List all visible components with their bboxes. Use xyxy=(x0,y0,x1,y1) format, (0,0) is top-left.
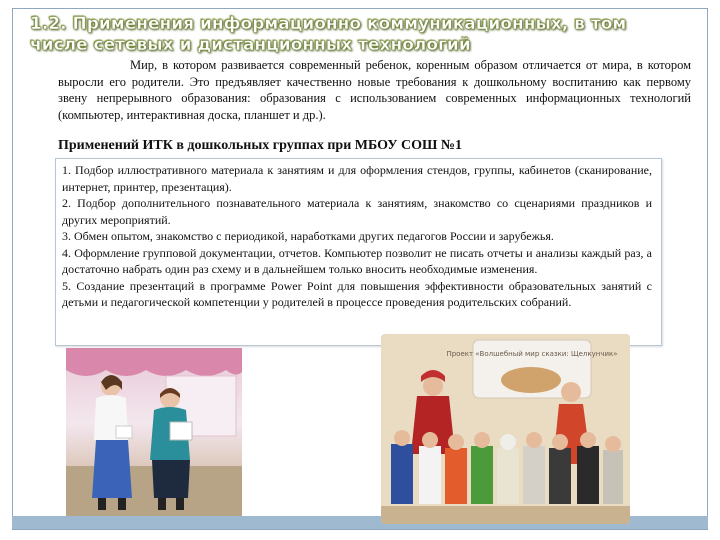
section-heading: Применений ИТК в дошкольных группах при МБОУ СОШ №1 xyxy=(58,138,462,153)
list-item: 3. Обмен опытом, знакомство с периодикой, наработками других педагогов России и зарубежья. xyxy=(62,229,554,243)
photo-teachers-illustration xyxy=(66,348,242,516)
photo-children-illustration xyxy=(381,334,630,524)
slide-title: 1.2. Применения информационно коммуникационных, в том числе сетевых и дистанционных технологий xyxy=(30,14,627,55)
list-item: 2. Подбор дополнительного познавательного материала к занятиям, знакомство со сценариями праздников и других мероприятий. xyxy=(62,196,652,227)
photo-children-performance xyxy=(381,334,630,524)
photo-banner-text: Проект «Волшебный мир сказки: Щелкунчик» xyxy=(446,350,618,358)
list-item: 5. Создание презентаций в программе Power Point для повышения эффективности образовательных занятий с детьми и педагогической компетенции у родителей в процессе проведения родительских собраний. xyxy=(62,278,652,309)
photo-teachers xyxy=(66,348,242,516)
ict-usage-list xyxy=(62,162,652,311)
intro-paragraph: Мир, в котором развивается современный ребенок, коренным образом отличается от мира, в котором выросли его родители. Это предъявляет качественно новые требования к дошкольному воспитанию как первому звену непрерывного образования: образования с использованием современных информационных технологий (компьютер, интерактивная доска, планшет и др.). xyxy=(58,58,691,122)
list-item: 1. Подбор иллюстративного материала к занятиям и для оформления стендов, группы, кабинетов (сканирование, интернет, принтер, презентация). xyxy=(62,163,652,194)
list-item: 4. Оформление групповой документации, отчетов. Компьютер позволит не писать отчеты и анализы каждый раз, а достаточно набрать один раз схему и в дальнейшем только вносить необходимые изменения. xyxy=(62,245,652,276)
